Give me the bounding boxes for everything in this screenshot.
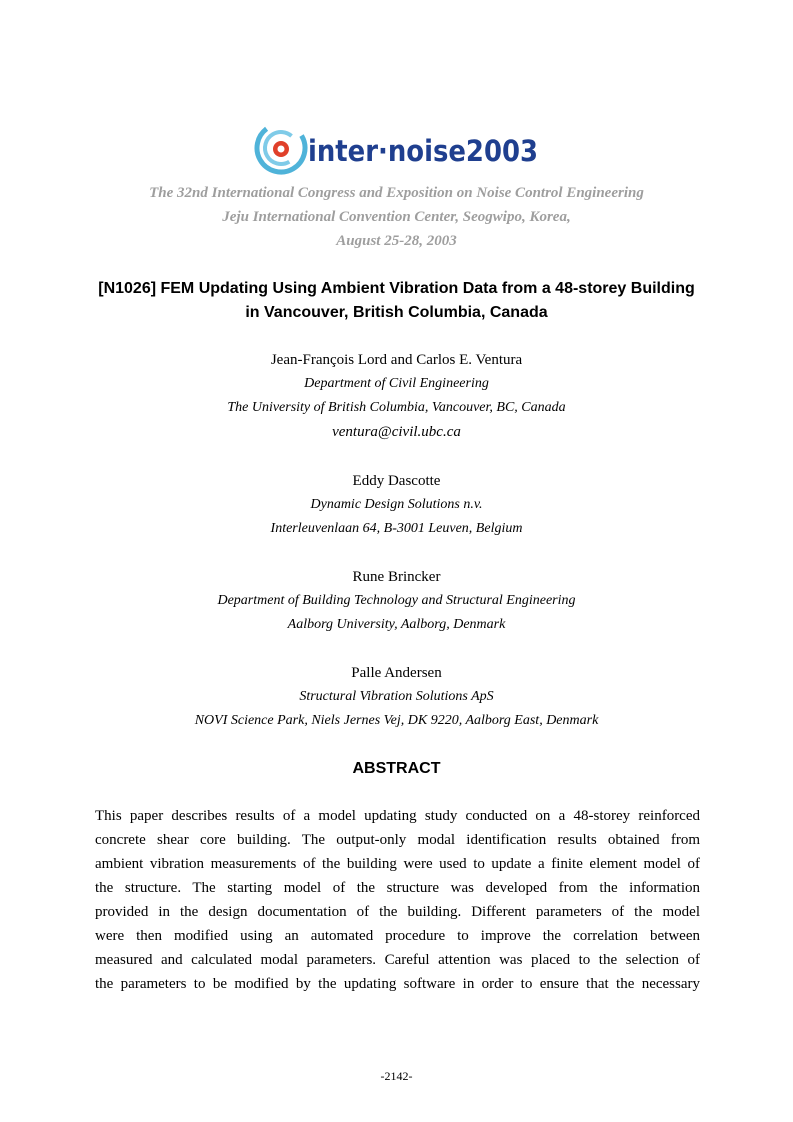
- conference-info: [0, 181, 793, 253]
- swirl-icon: [254, 120, 314, 176]
- author-name: Eddy Dascotte: [352, 473, 441, 489]
- author-block: [0, 348, 793, 444]
- abstract-line: provided in the design documentation of the building. Different parameters of the model: [95, 904, 700, 920]
- author-block: [0, 469, 793, 541]
- abstract-line: concrete shear core building. The output-only modal identification results obtained from: [95, 832, 700, 848]
- author-institution: Aalborg University, Aalborg, Denmark: [287, 617, 506, 632]
- author-department: Department of Civil Engineering: [304, 376, 489, 391]
- conference-name: The 32nd International Congress and Exposition on Noise Control Engineering: [149, 185, 644, 201]
- abstract-line: were then modified using an automated procedure to improve the correlation between: [95, 928, 700, 944]
- conference-logo: [254, 120, 554, 176]
- conference-dates: August 25-28, 2003: [336, 233, 457, 249]
- abstract-body: [95, 804, 700, 996]
- page-number: -2142-: [380, 1069, 413, 1083]
- author-institution: The University of British Columbia, Vancouver, BC, Canada: [227, 400, 566, 415]
- abstract-line: ambient vibration measurements of the building were used to update a finite element model of: [95, 856, 700, 872]
- author-department: Department of Building Technology and Structural Engineering: [217, 593, 576, 608]
- author-department: Structural Vibration Solutions ApS: [299, 689, 494, 704]
- abstract-line: the structure. The starting model of the structure was developed from the information: [95, 880, 700, 896]
- abstract-heading: ABSTRACT: [352, 760, 441, 777]
- abstract-line: This paper describes results of a model updating study conducted on a 48-storey reinforced: [95, 808, 700, 824]
- author-block: [0, 565, 793, 637]
- author-institution: NOVI Science Park, Niels Jernes Vej, DK 9220, Aalborg East, Denmark: [194, 713, 599, 728]
- author-email: ventura@civil.ubc.ca: [332, 424, 461, 440]
- abstract-line: the parameters to be modified by the updating software in order to ensure that the necessary: [95, 976, 700, 992]
- inter-noise-logo: [254, 120, 554, 176]
- conference-venue: Jeju International Convention Center, Seogwipo, Korea,: [222, 209, 571, 225]
- author-name: Palle Andersen: [351, 665, 442, 681]
- author-name: Rune Brincker: [352, 569, 441, 585]
- logo-wordmark: inter·noise2003: [308, 134, 538, 168]
- abstract-line: measured and calculated modal parameters. Careful attention was placed to the selection of: [95, 952, 700, 968]
- paper-title-line: [N1026] FEM Updating Using Ambient Vibration Data from a 48-storey Building: [98, 280, 695, 297]
- author-name: Jean-François Lord and Carlos E. Ventura: [270, 352, 523, 368]
- paper-title: [0, 277, 793, 325]
- author-department: Dynamic Design Solutions n.v.: [310, 497, 483, 512]
- author-block: [0, 661, 793, 733]
- author-institution: Interleuvenlaan 64, B-3001 Leuven, Belgium: [270, 521, 523, 536]
- paper-title-line: in Vancouver, British Columbia, Canada: [245, 304, 548, 321]
